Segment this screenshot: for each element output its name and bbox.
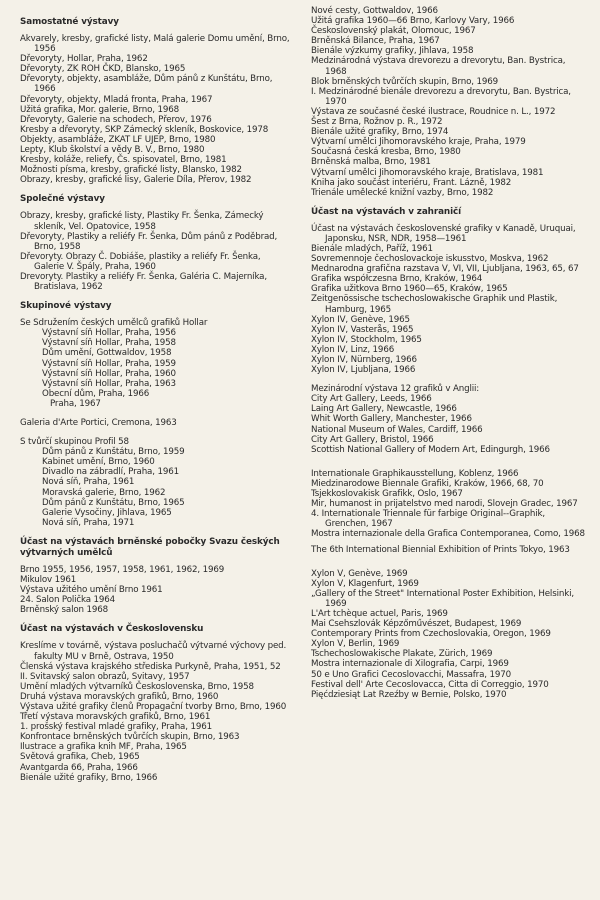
- exhibition-entry: Dřevoryty, objekty, asambláže, Dům pánů z Kunštátu, Brno, 1966: [20, 74, 273, 95]
- exhibition-entry: Scottish National Gallery of Modern Art, Edingurgh, 1966: [311, 444, 550, 455]
- exhibition-entry: Xylon IV, Vasterås, 1965: [311, 324, 414, 335]
- exhibition-entry: Možnosti písma, kresby, grafické listy, Blansko, 1982: [20, 165, 242, 176]
- exhibition-entry: Mikulov 1961: [20, 575, 77, 586]
- exhibition-entry: Galerie Vysočiny, Jihlava, 1965: [42, 507, 172, 518]
- section-heading: Skupinové výstavy: [20, 301, 112, 312]
- exhibition-entry: Galeria d'Arte Portici, Cremona, 1963: [20, 418, 177, 428]
- exhibition-entry: Lepty, Klub školství a vědy B. V., Brno, 1980: [20, 145, 205, 156]
- exhibition-entry: Tsjekkoslovakisk Grafikk, Oslo, 1967: [311, 489, 463, 500]
- exhibition-entry: 4. Internationale Triennale für farbige Original--Graphik, Grenchen, 1967: [311, 509, 545, 530]
- exhibition-entry: Blok brněnských tvůrčích skupin, Brno, 1969: [311, 76, 499, 87]
- exhibition-entry: Obecní dům, Praha, 1966: [42, 388, 150, 399]
- left-column: [20, 8, 292, 783]
- exhibition-entry: Xylon IV, Ljubljana, 1966: [311, 365, 416, 376]
- exhibition-entry: Kresby a dřevoryty, SKP Zámecký skleník, Boskovice, 1978: [20, 124, 269, 135]
- spacer: [311, 455, 589, 464]
- exhibition-entry: Sovremennoje čechoslovackoje iskusstvo, Moskva, 1962: [311, 254, 549, 265]
- spacer: [20, 428, 292, 437]
- exhibition-entry: Nová síň, Praha, 1971: [42, 517, 135, 528]
- exhibition-entry: Nová síň, Praha, 1961: [42, 477, 135, 488]
- exhibition-entry: Xylon V, Genève, 1969: [311, 568, 408, 579]
- exhibition-entry: Mir, humanost in prijatelstvo med narodi, Slovejn Gradec, 1967: [311, 499, 578, 510]
- exhibition-entry: Drevoryty. Plastiky a reliéfy Fr. Šenka, Galéria C. Majerníka, Bratislava, 1962: [20, 271, 267, 293]
- section-heading: Společné výstavy: [20, 194, 105, 205]
- exhibition-entry: Druhá výstava moravských grafiků, Brno, 1960: [20, 691, 219, 702]
- exhibition-entry: Brno 1955, 1956, 1957, 1958, 1961, 1962, 1969: [20, 564, 225, 575]
- exhibition-entry: Divadlo na zábradlí, Praha, 1961: [42, 467, 179, 478]
- exhibition-entry: Dřevoryty, Plastiky a reliéfy Fr. Šenka, Dům pánů z Poděbrad, Brno, 1958: [20, 231, 278, 252]
- exhibition-entry: Nové cesty, Gottwaldov, 1966: [311, 6, 438, 16]
- exhibition-entry: Dřevoryty, Galerie na schodech, Přerov, 1976: [20, 114, 212, 125]
- exhibition-entry: Whit Worth Gallery, Manchester, 1966: [311, 414, 472, 425]
- exhibition-entry: Dřevoryty, objekty, Mladá fronta, Praha, 1967: [20, 94, 213, 105]
- exhibition-entry: Konfrontace brněnských tvůrčích skupin, Brno, 1963: [20, 732, 240, 743]
- spacer: [20, 409, 292, 418]
- exhibition-entry: Kreslíme v továrně, výstava posluchačů výtvarné výchovy ped. fakulty MU v Brně, Ostrava, 1950: [20, 641, 287, 662]
- exhibition-entry: Praha, 1967: [50, 398, 101, 409]
- section-heading: Samostatné výstavy: [20, 17, 119, 27]
- exhibition-entry: City Art Gallery, Bristol, 1966: [311, 434, 434, 445]
- exhibition-entry: 1. prošský festival mladé grafiky, Praha, 1961: [20, 722, 212, 733]
- exhibition-entry: Dřevoryty, Hollar, Praha, 1962: [20, 54, 148, 65]
- exhibition-entry: Brněnská Bilance, Praha, 1967: [311, 36, 440, 47]
- exhibition-entry: L'Art tchèque actuel, Paris, 1969: [311, 608, 448, 619]
- exhibition-entry: Ilustrace a grafika knih MF, Praha, 1965: [20, 742, 187, 753]
- exhibition-entry: Bienále užité grafiky, Brno, 1974: [311, 127, 449, 138]
- exhibition-entry: National Museum of Wales, Cardiff, 1966: [311, 424, 483, 435]
- exhibition-entry: Obrazy, kresby, grafické listy, Plastiky Fr. Šenka, Zámecký skleník, Vel. Opatovice, 1958: [20, 211, 264, 232]
- exhibition-entry: Mai Csehszlovák Képzőművészet, Budapest, 1969: [311, 619, 522, 630]
- exhibition-entry: I. Medzinárodné bienále drevorezu a drevorytu, Ban. Bystrica, 1970: [311, 86, 571, 107]
- exhibition-entry: Xylon IV, Nürnberg, 1966: [311, 355, 417, 365]
- exhibition-entry: Xylon V, Berlin, 1969: [311, 639, 400, 650]
- exhibition-entry: Užitá grafika 1960—66 Brno, Karlovy Vary, 1966: [311, 16, 515, 27]
- exhibition-entry: Výstavní síň Hollar, Praha, 1956: [42, 328, 176, 339]
- exhibition-entry: Užitá grafika, Mor. galerie, Brno, 1968: [20, 104, 179, 115]
- exhibition-entry: Dům umění, Gottwaldov, 1958: [42, 348, 172, 359]
- exhibition-entry: Brněnská malba, Brno, 1981: [311, 157, 431, 168]
- exhibition-entry: Grafika współczesna Brno, Kraków, 1964: [311, 274, 483, 285]
- exhibition-entry: Dřevoryty. Obrazy Č. Dobiáše, plastiky a reliéfy Fr. Šenka, Galerie V. Špály, Praha, 1960: [20, 251, 261, 272]
- exhibition-entry: Bienále mladých, Paříž, 1961: [311, 243, 433, 254]
- exhibition-entry: Dům pánů z Kunštátu, Brno, 1959: [42, 447, 185, 458]
- exhibition-entry: Moravská galerie, Brno, 1962: [42, 487, 166, 498]
- exhibition-entry: Kabinet umění, Brno, 1960: [42, 457, 155, 468]
- exhibition-entry: Šest z Brna, Rožnov p. R., 1972: [311, 117, 443, 128]
- exhibition-entry: Výstavní síň Hollar, Praha, 1958: [42, 338, 176, 349]
- exhibition-entry: Dům pánů z Kunštátu, Brno, 1965: [42, 497, 185, 508]
- exhibition-entry: Xylon IV, Genève, 1965: [311, 314, 410, 325]
- exhibition-entry: Zeitgenössische tschechoslowakische Graphik und Plastik, Hamburg, 1965: [311, 294, 558, 315]
- exhibition-entry: Contemporary Prints from Czechoslovakia, Oregon, 1969: [311, 629, 551, 640]
- spacer: [311, 375, 589, 384]
- exhibition-entry: Třetí výstava moravských grafiků, Brno, 1961: [20, 712, 211, 723]
- exhibition-entry: Mezinárodní výstava 12 grafiků v Anglii:: [311, 384, 480, 395]
- exhibition-entry: Pięćdziesiąt Lat Rzeźby w Bernie, Polsko, 1970: [311, 689, 507, 700]
- section-heading: Účast na výstavách brněnské pobočky Svazu českých výtvarných umělců: [20, 536, 280, 558]
- exhibition-entry: Akvarely, kresby, grafické listy, Malá galerie Domu umění, Brno, 1956: [20, 34, 290, 55]
- right-column: [311, 6, 589, 700]
- exhibition-entry: Účast na výstavách československé grafiky v Kanadě, Uruquai, Japonsku, NSR, NDR, 1958—1961: [311, 223, 576, 244]
- spacer: [311, 555, 589, 564]
- exhibition-entry: Mednarodna grafična razstava V, VI, VII, Ljubljana, 1963, 65, 67: [311, 264, 579, 275]
- exhibition-entry: Medzinárodná výstava drevorezu a drevorytu, Ban. Bystrica, 1968: [311, 56, 566, 77]
- exhibition-entry: Členská výstava krajského střediska Purkyně, Praha, 1951, 52: [20, 661, 281, 672]
- exhibition-entry: Tschechoslowakische Plakate, Zürich, 1969: [311, 649, 493, 660]
- exhibition-entry: Výstava užitého umění Brno 1961: [20, 585, 163, 596]
- exhibition-entry: „Gallery of the Street" International Poster Exhibition, Helsinki, 1969: [311, 588, 574, 609]
- exhibition-entry: Výstava ze současné české ilustrace, Roudnice n. L., 1972: [311, 106, 556, 117]
- exhibition-entry: S tvůrčí skupinou Profil 58: [20, 437, 129, 448]
- exhibition-entry: Kniha jako součást interiéru, Frant. Lázně, 1982: [311, 177, 512, 188]
- exhibition-entry: Kresby, koláže, reliefy, Čs. spisovatel, Brno, 1981: [20, 155, 227, 166]
- exhibition-entry: Mostra internazionale della Grafica Contemporanea, Como, 1968: [311, 529, 585, 540]
- exhibition-entry: Xylon V, Klagenfurt, 1969: [311, 578, 419, 589]
- exhibition-entry: Avantgarda 66, Praha, 1966: [20, 762, 138, 773]
- exhibition-entry: Miedzinarodowe Biennale Grafiki, Kraków, 1966, 68, 70: [311, 478, 544, 489]
- exhibition-entry: The 6th International Biennial Exhibition of Prints Tokyo, 1963: [311, 544, 570, 555]
- exhibition-entry: Bienále užité grafiky, Brno, 1966: [20, 772, 158, 783]
- exhibition-entry: Výtvarní umělci Jihomoravského kraje, Bratislava, 1981: [311, 167, 544, 178]
- exhibition-entry: Festival dell' Arte Cecoslovacca, Citta di Correggio, 1970: [311, 679, 549, 690]
- section-heading: Účast na výstavách v Československu: [20, 624, 204, 635]
- exhibition-entry: Laing Art Gallery, Newcastle, 1966: [311, 404, 457, 415]
- exhibition-entry: Výstavní síň Hollar, Praha, 1959: [42, 358, 176, 369]
- exhibition-entry: Se Sdružením českých umělců grafiků Hollar: [20, 318, 208, 329]
- exhibition-entry: Obrazy, kresby, grafické lisy, Galerie Díla, Přerov, 1982: [20, 175, 252, 186]
- exhibition-entry: Československý plakát, Olomouc, 1967: [311, 26, 476, 37]
- exhibition-entry: Výstava užité grafiky členů Propagační tvorby Brno, Brno, 1960: [20, 701, 287, 712]
- exhibition-entry: Světová grafika, Cheb, 1965: [20, 752, 140, 763]
- exhibition-entry: 50 e Uno Grafici Cecoslovacchi, Massafra, 1970: [311, 669, 512, 680]
- exhibition-entry: Grafika užitkova Brno 1960—65, Kraków, 1965: [311, 284, 508, 295]
- exhibition-entry: Internationale Graphikausstellung, Koblenz, 1966: [311, 468, 519, 479]
- exhibition-entry: Xylon IV, Stockholm, 1965: [311, 334, 422, 345]
- exhibition-entry: Dřevoryty, ZK ROH ČKD, Blansko, 1965: [20, 64, 186, 75]
- exhibition-entry: Trienále umělecké knižní vazby, Brno, 1982: [311, 187, 494, 198]
- exhibition-entry: 24. Salon Polička 1964: [20, 595, 116, 606]
- exhibition-entry: City Art Gallery, Leeds, 1966: [311, 394, 432, 405]
- exhibition-entry: II. Svitavský salon obrazů, Svitavy, 1957: [20, 671, 190, 682]
- exhibition-entry: Mostra internazionale di Xilografia, Carpi, 1969: [311, 659, 509, 670]
- exhibition-entry: Objekty, asambláže, ZKAT LF UJEP, Brno, 1980: [20, 134, 216, 145]
- exhibition-entry: Výtvarní umělci Jihomoravského kraje, Praha, 1979: [311, 137, 526, 148]
- exhibition-entry: Výstavní síň Hollar, Praha, 1960: [42, 368, 176, 379]
- exhibition-entry: Brněnský salon 1968: [20, 605, 108, 616]
- section-heading: Účast na výstavách v zahraničí: [311, 206, 462, 217]
- exhibition-entry: Výstavní síň Hollar, Praha, 1963: [42, 378, 176, 389]
- exhibition-entry: Xylon IV, Linz, 1966: [311, 344, 395, 355]
- exhibition-entry: Umění mladých výtvarníků Československa, Brno, 1958: [20, 681, 254, 692]
- exhibition-entry: Bienále výzkumy grafiky, Jihlava, 1958: [311, 46, 474, 57]
- exhibition-entry: Současná česká kresba, Brno, 1980: [311, 147, 461, 158]
